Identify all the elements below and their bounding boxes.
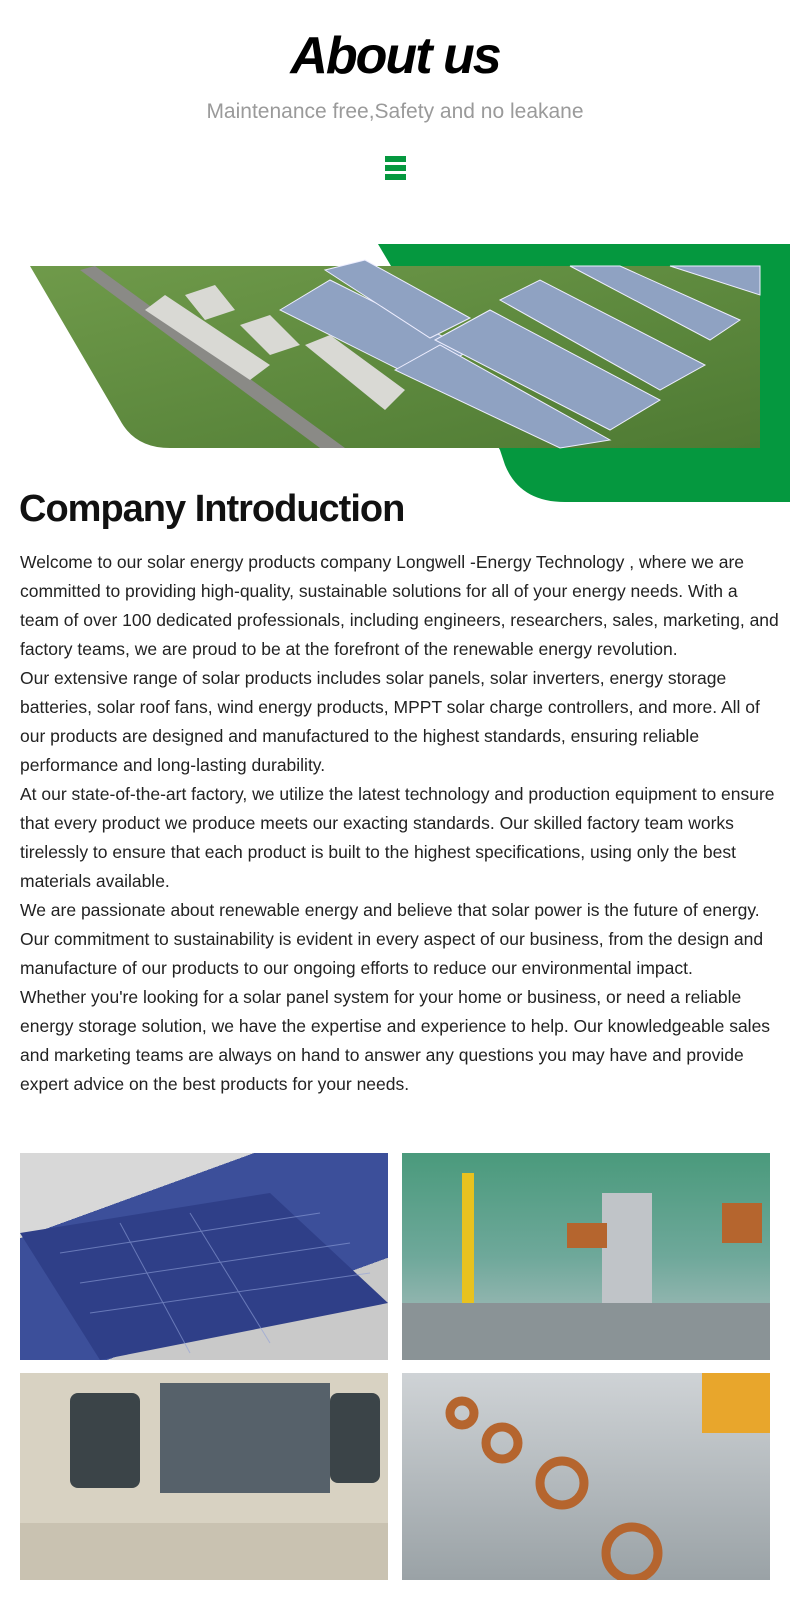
factory-aerial-image [30, 260, 760, 448]
company-introduction-text [20, 548, 780, 1099]
solar-panel-production-photo [20, 1153, 388, 1360]
paragraph: Our extensive range of solar products includes solar panels, solar inverters, energy storage batteries, solar roof fans, wind energy products, MPPT solar charge controllers, and more. All of our products are designed and manufactured to the highest standards, ensuring reliable performance and long-lasting durability. [20, 668, 760, 775]
section-title: Company Introduction [19, 488, 405, 530]
page-title: About us [290, 27, 500, 85]
paragraph: We are passionate about renewable energy and believe that solar power is the future of energy. Our commitment to sustainability is evident in every aspect of our business, from the design and manufacture of our products to our ongoing efforts to reduce our environmental impact. [20, 900, 764, 978]
automated-machine-photo [20, 1373, 388, 1580]
stator-production-line-photo [402, 1373, 770, 1580]
paragraph: Whether you're looking for a solar panel system for your home or business, or need a reliable energy storage solution, we have the expertise and experience to help. Our knowledgeable sales and marketing teams are always on hand to answer any questions you may have and provide expert advice on the best products for your needs. [20, 987, 771, 1094]
factory-banner [0, 240, 790, 505]
motor-assembly-photo [402, 1153, 770, 1360]
paragraph: Welcome to our solar energy products company Longwell -Energy Technology , where we are committed to providing high-quality, sustainable solutions for all of your energy needs. With a team of over 100 dedicated professionals, including engineers, researchers, sales, marketing, and factory teams, we are proud to be at the forefront of the renewable energy revolution. [20, 552, 779, 659]
paragraph: At our state-of-the-art factory, we utilize the latest technology and production equipment to ensure that every product we produce meets our exacting standards. Our skilled factory team works tirelessly to ensure that each product is built to the highest specifications, using only the best materials available. [20, 784, 775, 891]
page-subtitle: Maintenance free,Safety and no leakane [206, 100, 584, 123]
menu-icon[interactable] [385, 156, 406, 180]
